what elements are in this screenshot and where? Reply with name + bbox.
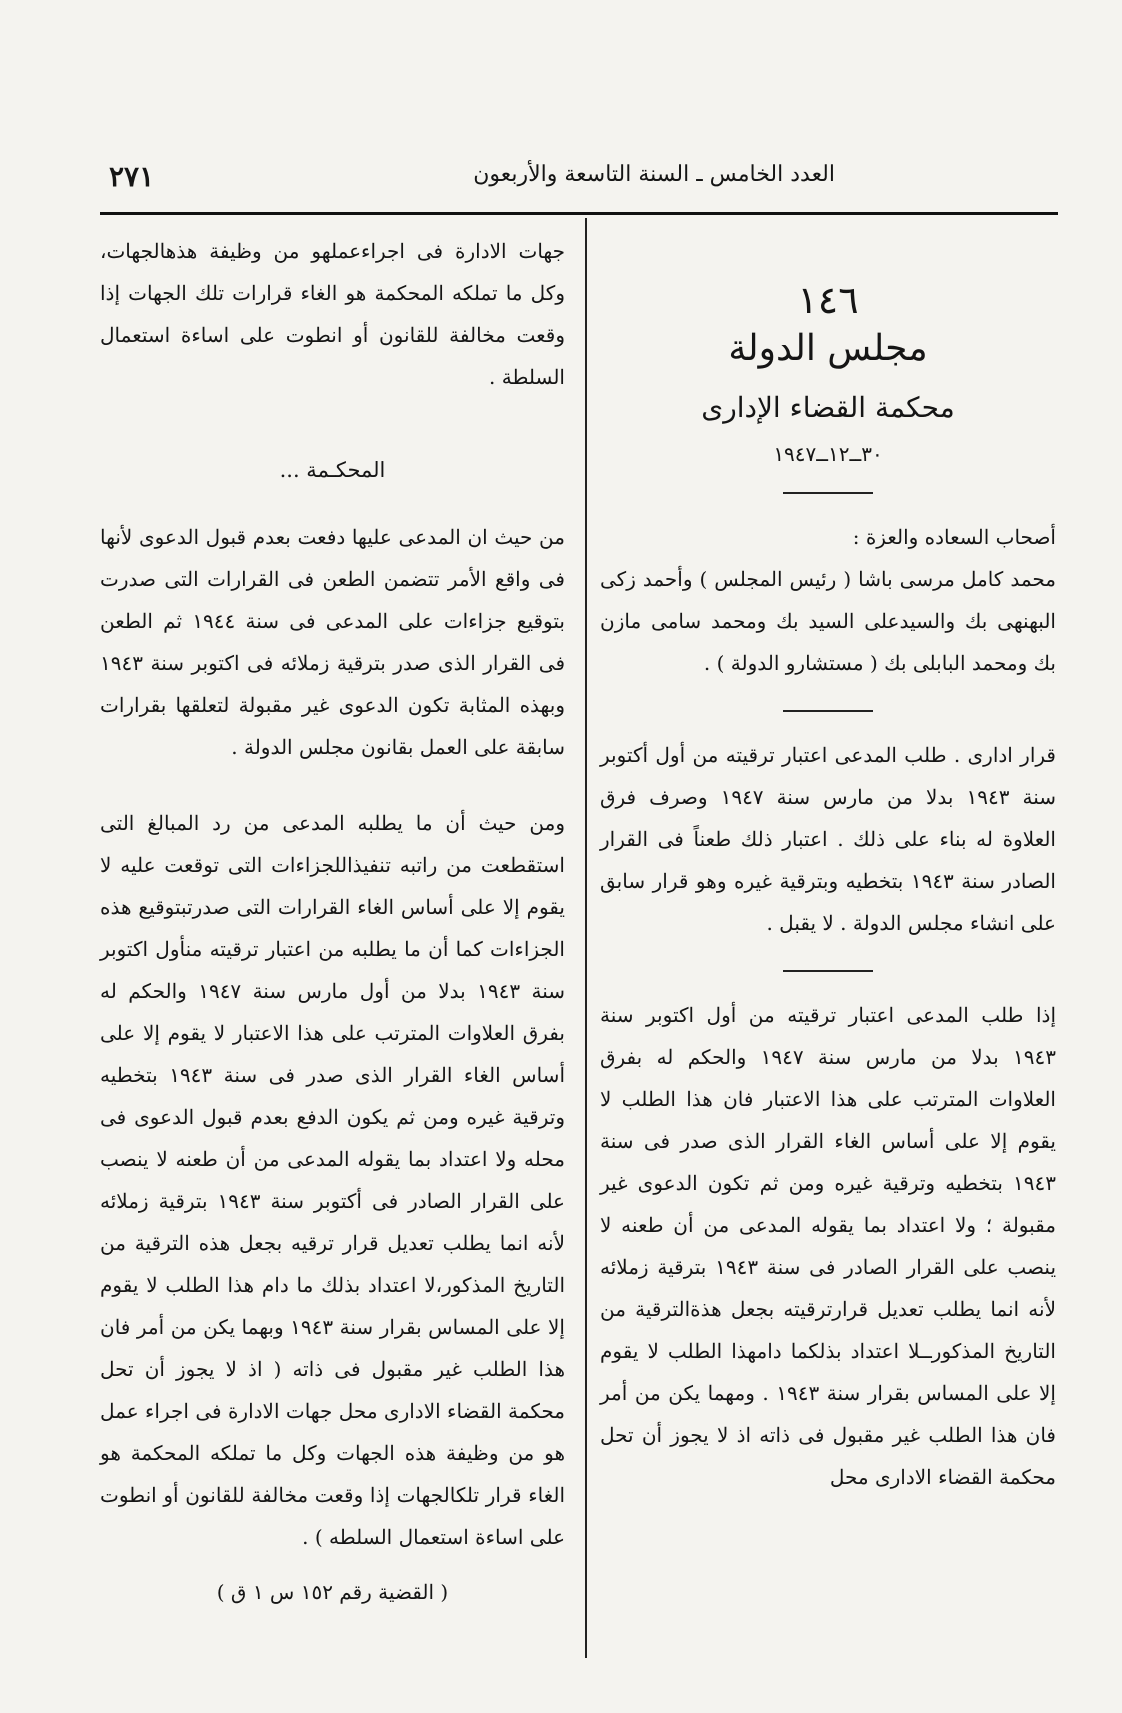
page-number: ٢٧١	[109, 160, 155, 193]
section-rule	[783, 492, 873, 494]
court-name: محكمة القضاء الإدارى	[701, 391, 955, 424]
header-rule	[100, 212, 1058, 215]
section-rule	[783, 710, 873, 712]
case-reference: ( القضية رقم ١٥٢ س ١ ق )	[216, 1580, 449, 1604]
case-number: ١٤٦	[797, 278, 859, 322]
bench-names: محمد كامل مرسى باشا ( رئيس المجلس ) وأحمد زكى البهنهى بك والسيدعلى السيد بك ومحمد سامى مازن بك ومحمد البابلى بك ( مستشارو الدولة ) .	[600, 567, 1056, 675]
judgment-paragraph: ومن حيث أن ما يطلبه المدعى من رد المبالغ التى استقطعت من راتبه تنفيذاللجزاءات التى توقعت عليه لا يقوم إلا على أساس الغاء القرارات التى صدرتبتوقيع هذه الجزاءات كما أن ما يطلبه من اعتبار ترقيته منأول اكتوبر سنة ١٩٤٣ بدلا من أول مارس سنة ١٩٤٧ والحكم له بفرق العلاوات المترتب على هذا الاعتبار لا يقوم إلا على أساس الغاء القرار الذى صدر فى سنة ١٩٤٣ بتخطيه وترقية غيره ومن ثم يكون الدفع بعدم قبول الدعوى فى محله ولا اعتداد بما يقوله المدعى من أن طعنه لا ينصب على القرار الصادر فى أكتوبر سنة ١٩٤٣ بترقية زملائه لأنه انما يطلب تعديل قرار ترقيه بجعل هذه الترقية من التاريخ المذكور،لا اعتداد بذلك ما دام هذا الطلب لا يقوم إلا على المساس بقرار سنة ١٩٤٣ وبهما يكن من أمر فان هذا الطلب غير مقبول فى ذاته ( اذ لا يجوز أن تحل محكمة القضاء الادارى محل جهات الادارة فى اجراء عمل هو من وظيفة هذه الجهات وكل ما تملكه المحكمة هو الغاء قرار تلكالجهات إذا وقعت مخالفة للقانون أو انطوت على اساءة استعمال السلطه ) .	[100, 811, 566, 1549]
court-heading: المحكـمة ...	[279, 458, 386, 482]
continued-text: جهات الادارة فى اجراءعملهو من وظيفة هذهالجهات، وكل ما تملكه المحكمة هو الغاء قرارات تلك الجهات إذا وقعت مخالفة للقانون أو انطوت على اساءة استعمال السلطة .	[100, 239, 565, 389]
page-header	[95, 150, 1055, 200]
judgment-paragraph: من حيث ان المدعى عليها دفعت بعدم قبول الدعوى لأنها فى واقع الأمر تتضمن الطعن فى القرارات التى صدرت بتوقيع جزاءات على المدعى فى سنة ١٩٤٤ ثم الطعن فى القرار الذى صدر بترقية زملائه فى اكتوبر سنة ١٩٤٣ وبهذه المثابة تكون الدعوى غير مقبولة لتعلقها بقرارات سابقة على العمل بقانون مجلس الدولة .	[100, 525, 565, 759]
judgment-date: ٣٠ــ١٢ــ١٩٤٧	[773, 442, 883, 466]
case-summary: قرار ادارى . طلب المدعى اعتبار ترقيته من أول أكتوبر سنة ١٩٤٣ بدلا من مارس سنة ١٩٤٧ وصرف فرق العلاوة له بناء على ذلك . اعتبار ذلك طعناً فى القرار الصادر سنة ١٩٤٣ بتخطيه وبترقية غيره وهو قرار سابق على انشاء مجلس الدولة . لا يقبل .	[600, 743, 1056, 935]
council-title: مجلس الدولة	[728, 328, 928, 369]
column-divider	[585, 218, 587, 1658]
right-column	[600, 278, 1056, 1498]
bench-intro: أصحاب السعاده والعزة :	[852, 525, 1056, 549]
journal-issue-title: العدد الخامس ـ السنة التاسعة والأربعون	[473, 162, 835, 187]
section-rule	[783, 970, 873, 972]
left-column	[100, 230, 565, 1604]
legal-principle: إذا طلب المدعى اعتبار ترقيته من أول اكتوبر سنة ١٩٤٣ بدلا من مارس سنة ١٩٤٧ والحكم له بفرق العلاوات المترتب على هذا الاعتبار فان هذا الطلب لا يقوم إلا على أساس الغاء القرار الذى صدر فى سنة ١٩٤٣ بتخطيه وترقية غيره ومن ثم تكون الدعوى غير مقبولة ؛ ولا اعتداد بما يقوله المدعى من أن طعنه لا ينصب على القرار الصادر فى سنة ١٩٤٣ بترقية زملائه لأنه انما يطلب تعديل قرارترقيته بجعل هذةالترقية من التاريخ المذكورــلا اعتداد بذلكما دامهذا الطلب لا يقوم إلا على المساس بقرار سنة ١٩٤٣ . ومهما يكن من أمر فان هذا الطلب غير مقبول فى ذاته اذ لا يجوز أن تحل محكمة القضاء الادارى محل	[600, 1003, 1057, 1489]
